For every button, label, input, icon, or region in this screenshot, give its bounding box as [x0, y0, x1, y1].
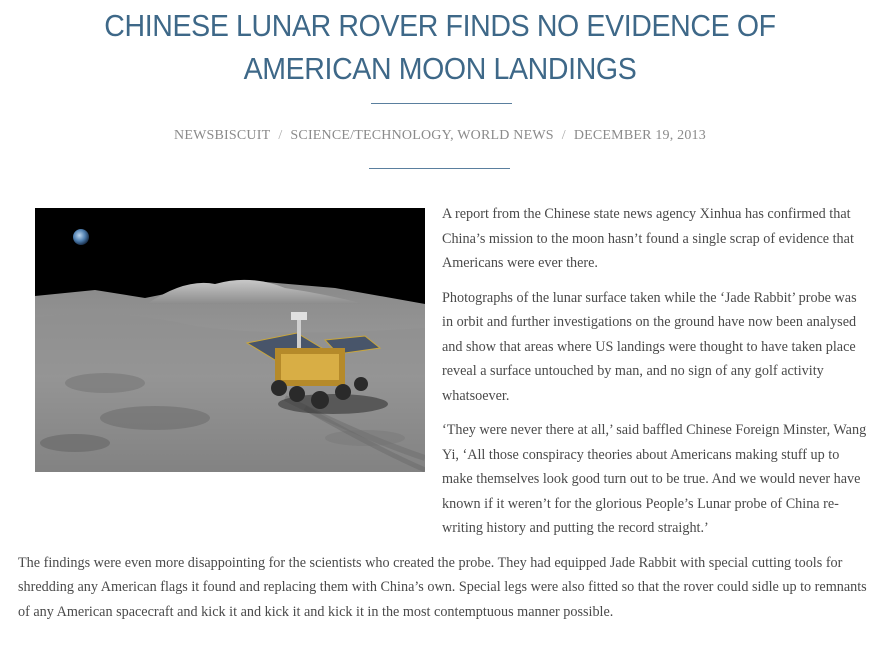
- paragraph: A report from the Chinese state news agency Xinhua has confirmed that China’s mission to the moon hasn’t found a single scrap of evidence that Americans were ever there.: [442, 206, 854, 271]
- meta-separator: /: [561, 128, 566, 143]
- title-divider: [371, 103, 512, 104]
- paragraph: Photographs of the lunar surface taken while the ‘Jade Rabbit’ probe was in orbit and further investigations on the ground have now been analysed and show that areas where US landings were thought to have taken place reveal a surface untouched by man, and no sign of any golf activity whatsoever.: [442, 289, 857, 404]
- article-body: [18, 202, 870, 634]
- article-title: CHINESE LUNAR ROVER FINDS NO EVIDENCE OF AMERICAN MOON LANDINGS: [104, 8, 776, 86]
- author-link[interactable]: NEWSBISCUIT: [174, 128, 271, 143]
- publish-date: DECEMBER 19, 2013: [573, 128, 706, 143]
- category-links[interactable]: SCIENCE/TECHNOLOGY, WORLD NEWS: [290, 128, 554, 143]
- meta-separator: /: [278, 128, 283, 143]
- paragraph: The findings were even more disappointing for the scientists who created the probe. They had equipped Jade Rabbit with special cutting tools for shredding any American flags it found and replacing them with China’s own. Special legs were also fitted so that the rover could sidle up to remnants of any American spacecraft and kick it and kick it and kick it in the most contemptuous manner possible.: [18, 554, 867, 620]
- image-spacer: [18, 202, 442, 530]
- paragraph: ‘They were never there at all,’ said baffled Chinese Foreign Minster, Wang Yi, ‘All those conspiracy theories about Americans making stuff up to make themselves look good turn out to be true. And we would never have known if it weren’t for the glorious People’s Lunar probe of China re-writing history and putting the record straight.’: [442, 422, 867, 536]
- meta-divider: [369, 168, 510, 169]
- article-meta: [140, 128, 740, 144]
